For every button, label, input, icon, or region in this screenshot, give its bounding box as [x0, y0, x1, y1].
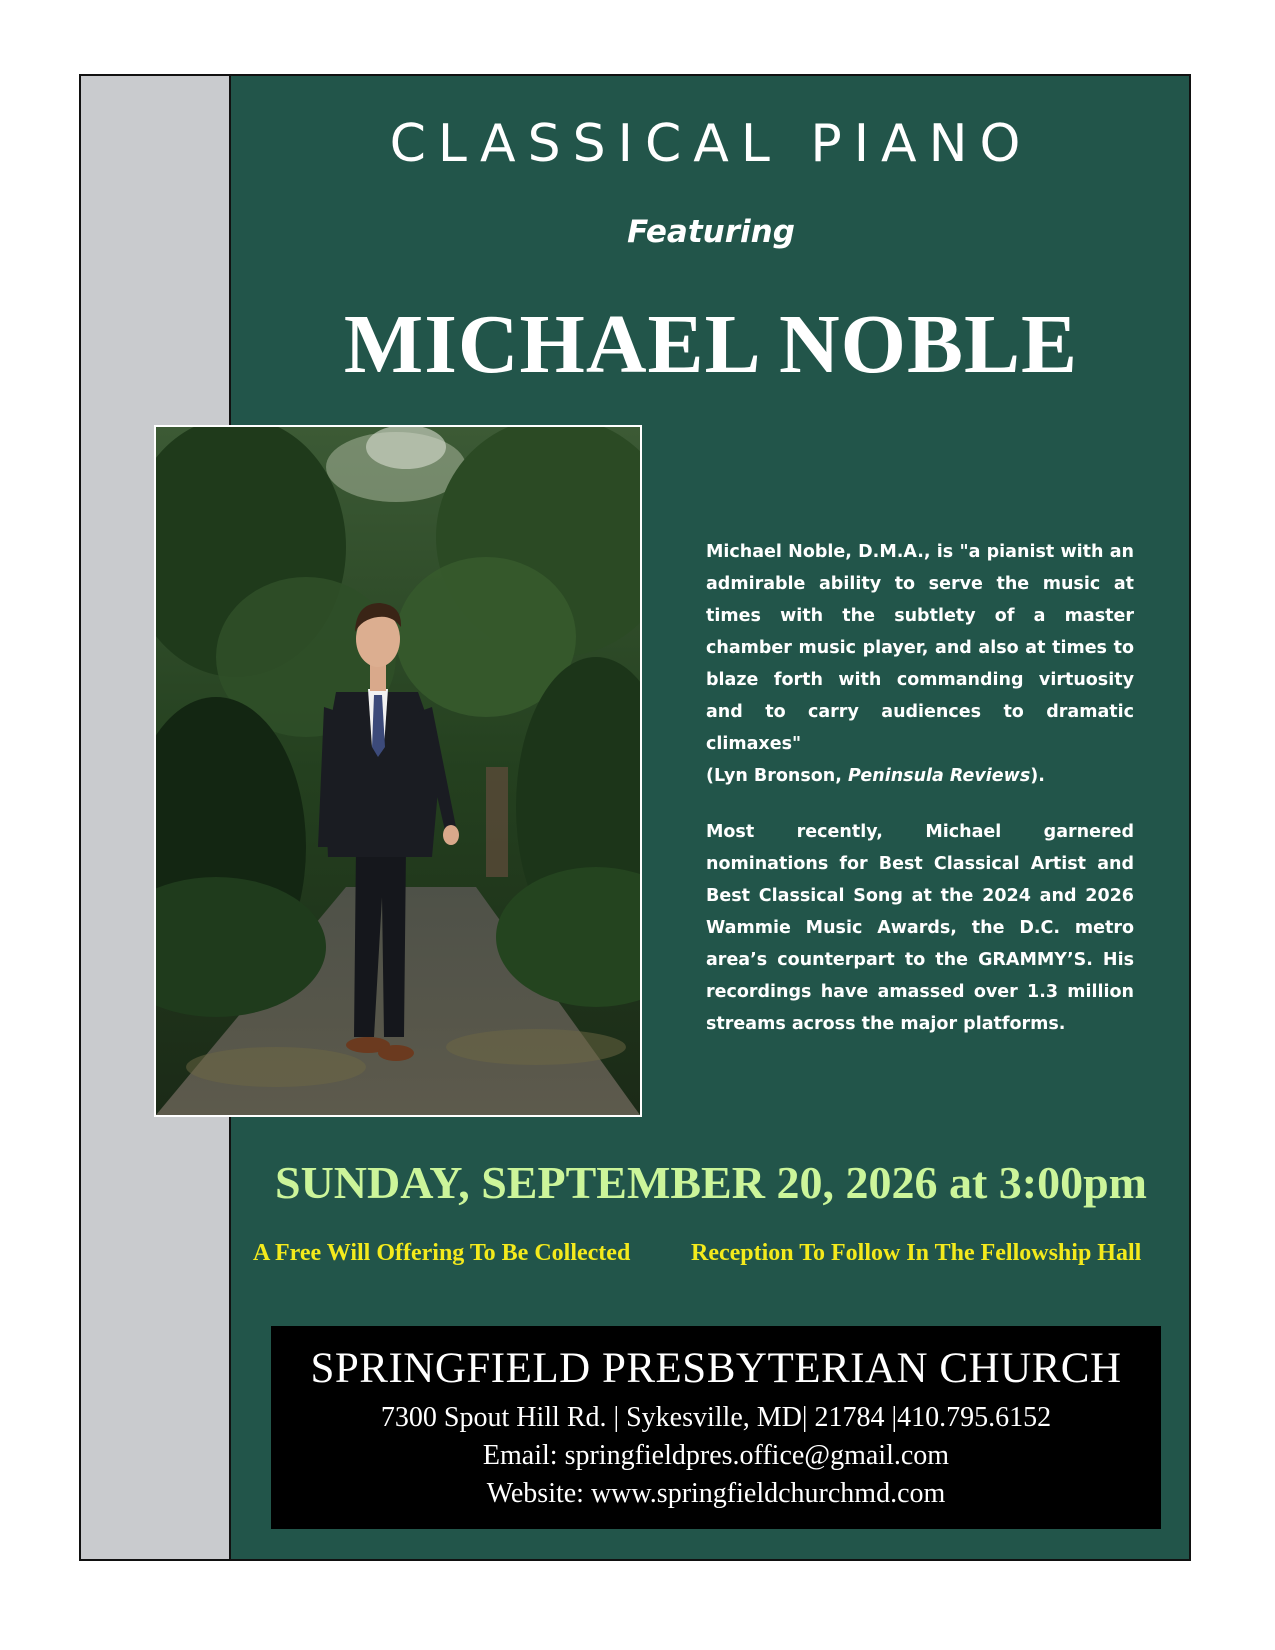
- performer-photo: [154, 425, 642, 1117]
- flyer: [79, 74, 1191, 1561]
- performer-bio: [706, 536, 1134, 1040]
- offering-note: A Free Will Offering To Be Collected: [253, 1240, 631, 1266]
- bio-citation-close: ).: [1030, 766, 1045, 786]
- bio-quote-text: Michael Noble, D.M.A., is "a pianist with an admirable ability to serve the music at times with the subtlety of a master chamber music player, and also at times to blaze forth with commanding virtuosity and to carry audiences to dramatic climaxes": [706, 542, 1134, 754]
- reception-note: Reception To Follow In The Fellowship Hall: [691, 1240, 1142, 1266]
- bio-citation-open: (Lyn Bronson,: [706, 766, 849, 786]
- bio-paragraph-2: Most recently, Michael garnered nominations for Best Classical Artist and Best Classical Song at the 2024 and 2026 Wammie Music Awards, the D.C. metro area’s counterpart to the GRAMMY’S. His recordings have amassed over 1.3 million streams across the major platforms.: [706, 822, 1134, 1034]
- bio-citation-source: Peninsula Reviews: [848, 766, 1031, 786]
- event-date-time: SUNDAY, SEPTEMBER 20, 2026 at 3:00pm: [274, 1157, 1147, 1208]
- performer-name: MICHAEL NOBLE: [343, 298, 1079, 391]
- featuring-label: Featuring: [627, 214, 795, 250]
- church-website: Website: www.springfieldchurchmd.com: [486, 1478, 946, 1509]
- church-address: 7300 Spout Hill Rd. | Sykesville, MD| 21784 |410.795.6152: [380, 1402, 1052, 1433]
- church-email: Email: springfieldpres.office@gmail.com: [482, 1440, 950, 1471]
- church-name: SPRINGFIELD PRESBYTERIAN CHURCH: [310, 1345, 1122, 1392]
- bio-quote: [706, 536, 1134, 792]
- event-title: CLASSICAL PIANO: [389, 114, 1033, 174]
- church-info-box: [271, 1326, 1161, 1529]
